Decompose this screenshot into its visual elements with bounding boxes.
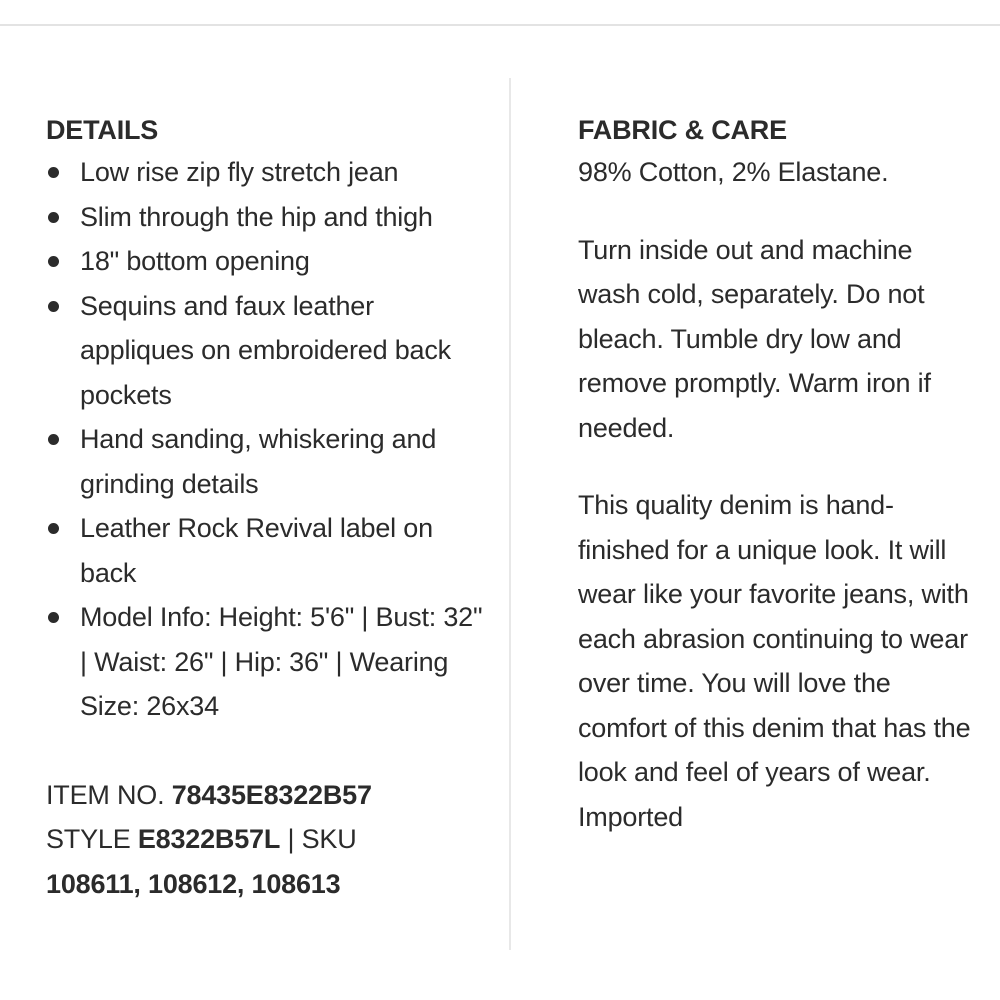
list-item: [46, 506, 486, 595]
sku-label: | SKU: [287, 824, 357, 854]
list-item: [46, 284, 486, 418]
list-item: [46, 239, 486, 284]
details-heading: DETAILS: [46, 115, 159, 145]
list-item: [46, 150, 486, 195]
product-identifiers: [46, 773, 486, 907]
fabric-care-heading: FABRIC & CARE: [578, 115, 787, 145]
bullet-icon: [48, 434, 59, 445]
bullet-icon: [48, 167, 59, 178]
column-divider: [509, 78, 511, 950]
detail-text: Low rise zip fly stretch jean: [80, 157, 399, 187]
bullet-icon: [48, 212, 59, 223]
style-value: E8322B57L: [137, 824, 281, 854]
details-section: [46, 110, 486, 906]
item-number-value: 78435E8322B57: [171, 779, 372, 810]
detail-text: 18" bottom opening: [80, 246, 310, 276]
detail-text: Slim through the hip and thigh: [80, 201, 433, 232]
care-instructions: Turn inside out and machine wash cold, separately. Do not bleach. Tumble dry low and remove promptly. Warm iron if needed.: [578, 234, 931, 443]
fabric-composition: 98% Cotton, 2% Elastane.: [578, 157, 889, 187]
bullet-icon: [48, 523, 59, 534]
sku-line: [46, 862, 486, 907]
paragraph-spacer: [578, 450, 978, 483]
style-sku-line: [46, 817, 486, 862]
list-item: [46, 417, 486, 506]
fabric-care-section: [578, 110, 978, 839]
sku-value: 108611, 108612, 108613: [46, 868, 341, 899]
detail-text: Model Info: Height: 5'6" | Bust: 32" | Waist: 26" | Hip: 36" | Wearing Size: 26x34: [80, 602, 483, 721]
list-item: [46, 195, 486, 240]
details-list: [46, 150, 486, 729]
style-label: STYLE: [46, 824, 131, 854]
item-number-label: ITEM NO.: [46, 779, 165, 810]
item-number-line: [46, 773, 486, 818]
bullet-icon: [48, 612, 59, 623]
paragraph-spacer: [578, 195, 978, 228]
top-divider: [0, 24, 1000, 26]
bullet-icon: [48, 256, 59, 267]
list-item: [46, 595, 486, 729]
detail-text: Leather Rock Revival label on back: [80, 513, 433, 588]
bullet-icon: [48, 301, 59, 312]
denim-description: This quality denim is hand-finished for a unique look. It will wear like your favorite jeans, with each abrasion continuing to wear over time. You will love the comfort of this denim that has the look and feel of years of wear. Imported: [578, 490, 971, 832]
detail-text: Hand sanding, whiskering and grinding details: [80, 424, 437, 499]
detail-text: Sequins and faux leather appliques on embroidered back pockets: [80, 290, 451, 410]
